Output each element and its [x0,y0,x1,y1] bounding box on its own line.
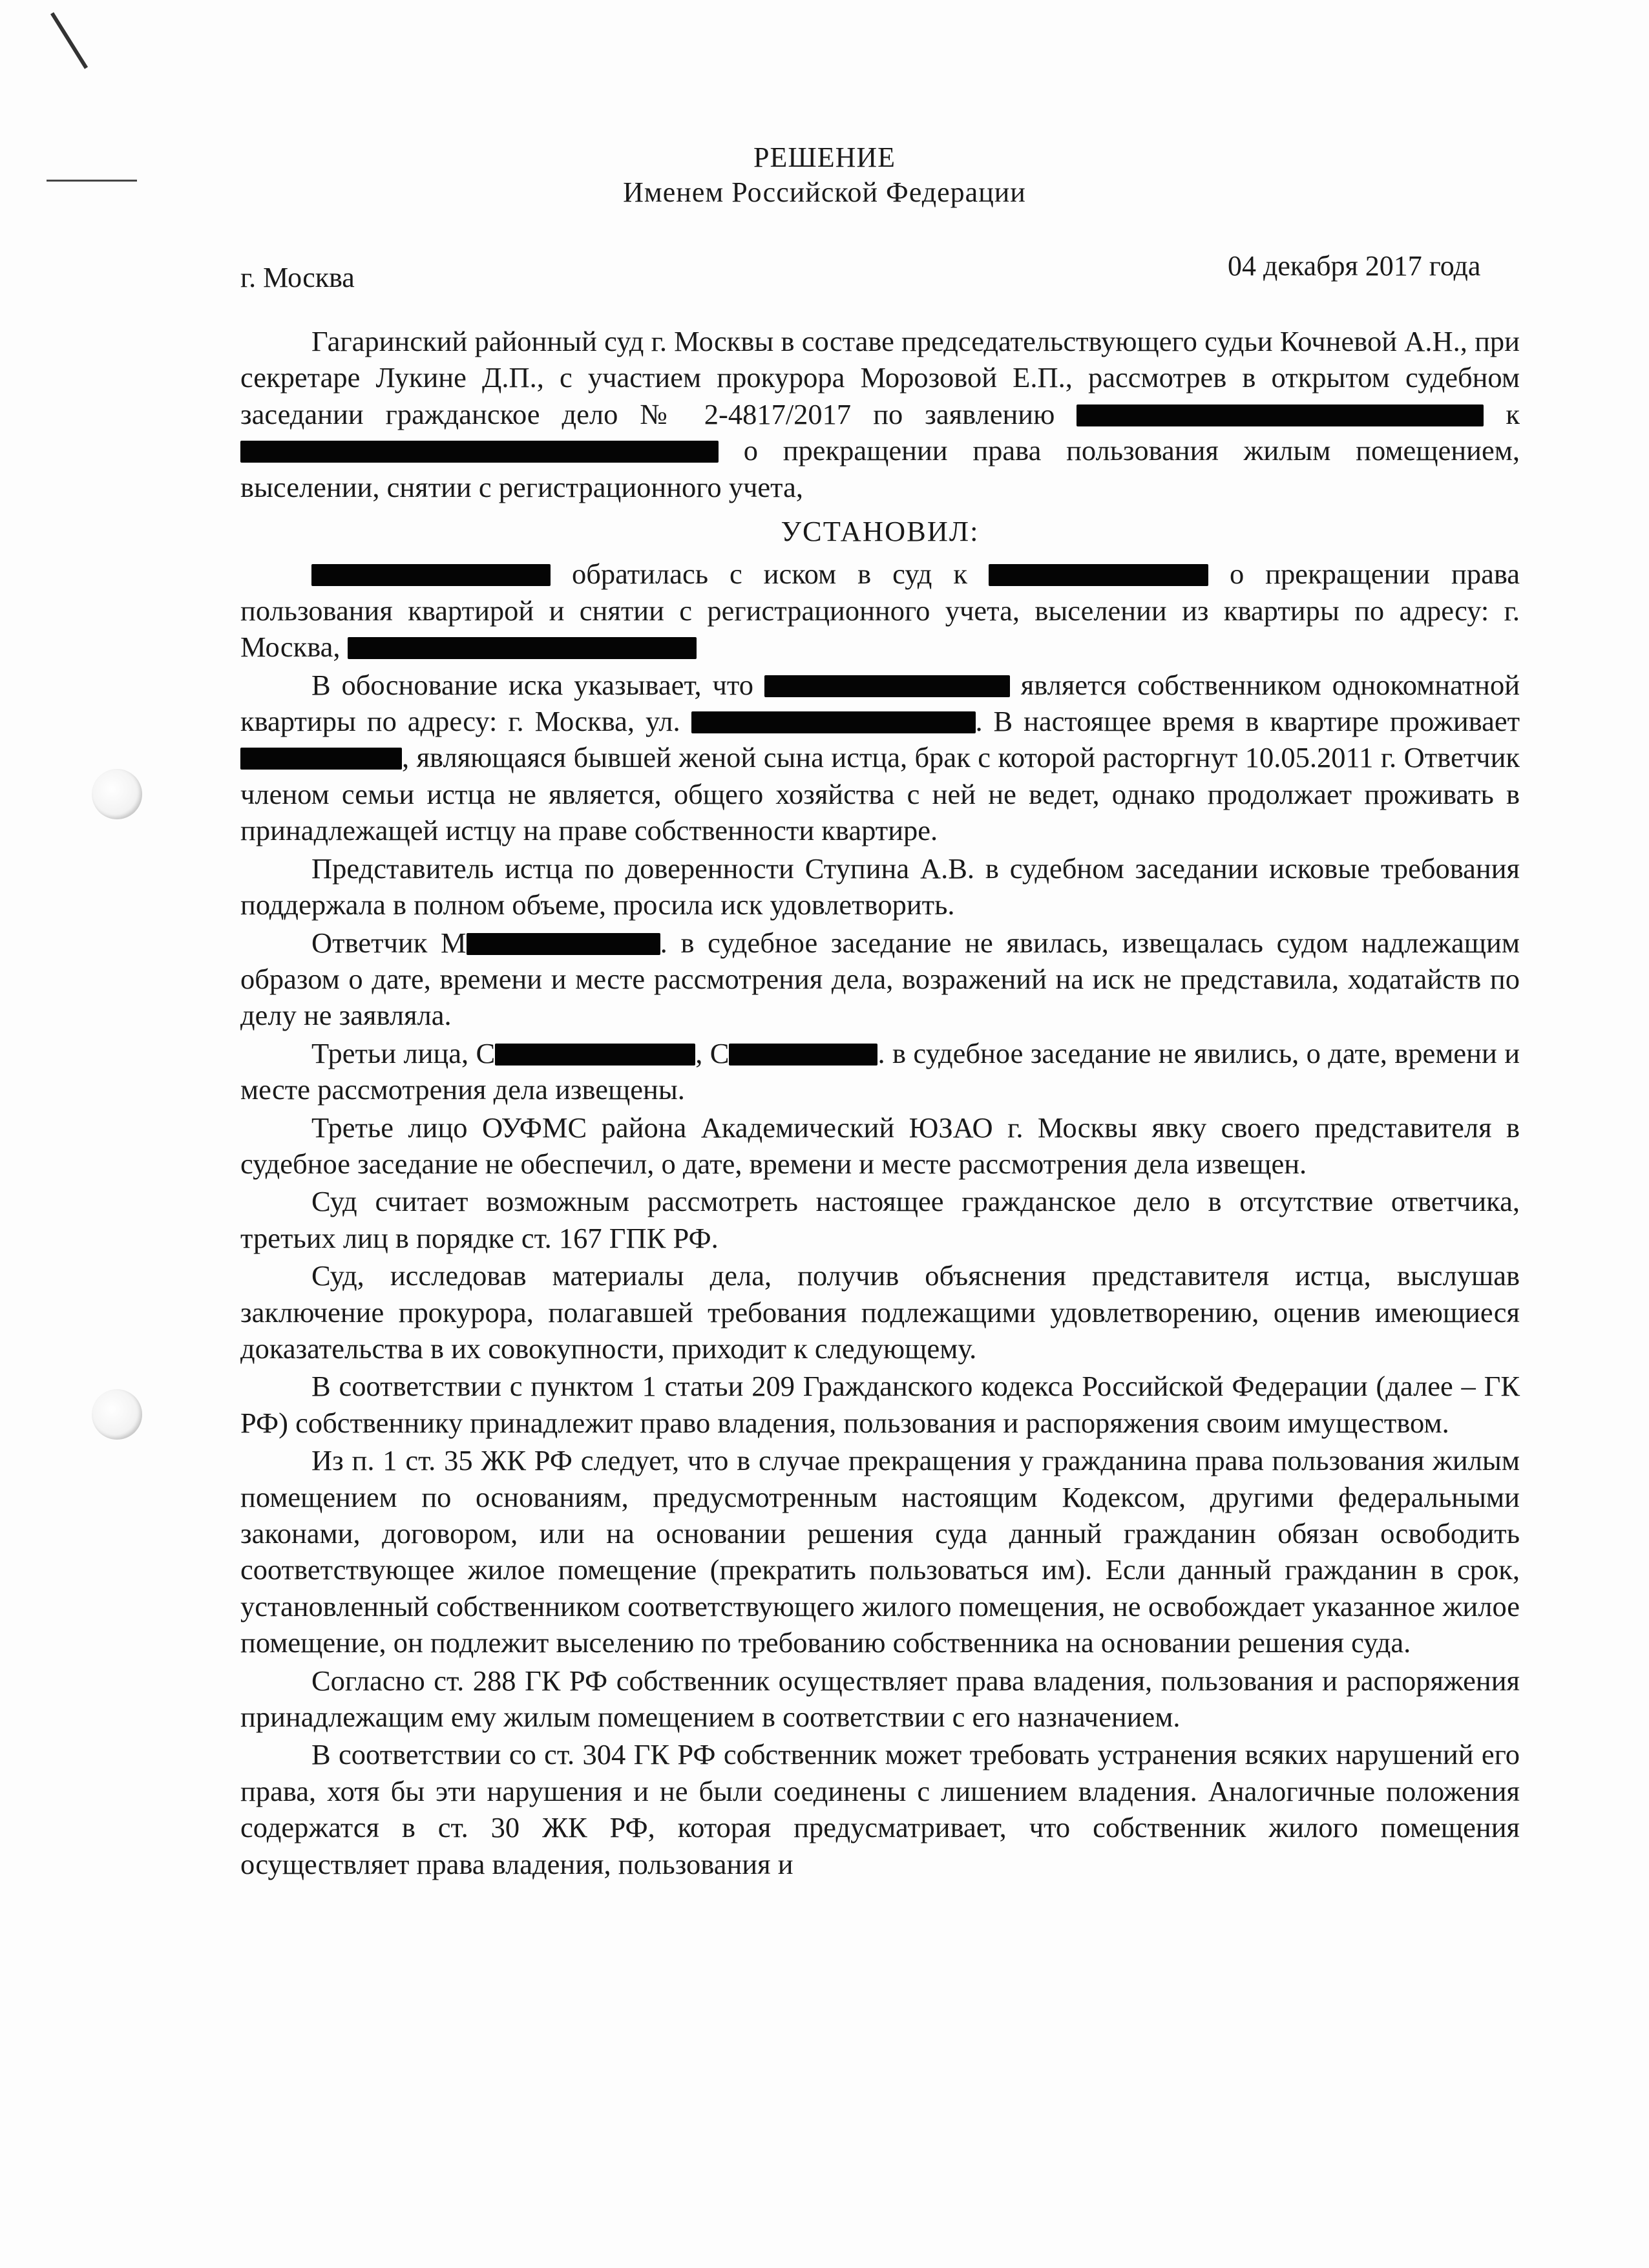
document-body [240,323,1520,1884]
redaction-box [1077,404,1484,426]
paragraph: Гагаринский районный суд г. Москвы в составе председательствующего судьи Кочневой А.Н., при секретаре Лукине Д.П., с участием прокурора Морозовой Е.П., рассмотрев в открытом судебном заседании гражданское дело № 2-4817/2017 по заявлению к о прекращении права пользования жилым помещением, выселении, снятии с регистрационного учета, [240,325,1520,503]
redaction-box [311,564,551,586]
paragraph: В соответствии со ст. 304 ГК РФ собственник может требовать устранения всяких нарушений его права, хотя бы эти нарушения и не были соединены с лишением владения. Аналогичные положения содержатся в ст. 30 ЖК РФ, которая предусматривает, что собственник жилого помещения осуществляет права владения, пользования и [240,1738,1520,1880]
paragraph: Третье лицо ОУФМС района Академический ЮЗАО г. Москвы явку своего представителя в судебное заседание не обеспечил, о дате, времени и месте рассмотрения дела извещен. [240,1111,1520,1180]
redaction-box [348,637,697,659]
punch-hole [92,769,142,819]
paragraph: Суд считает возможным рассмотреть настоящее гражданское дело в отсутствие ответчика, третьих лиц в порядке ст. 167 ГПК РФ. [240,1185,1520,1254]
document-title: РЕШЕНИЕ [753,142,896,173]
redaction-box [240,441,719,463]
document-subtitle: Именем Российской Федерации [623,176,1026,208]
redaction-box [989,564,1208,586]
paragraph: Согласно ст. 288 ГК РФ собственник осуществляет права владения, пользования и распоряжения принадлежащим ему жилым помещением в соответствии с его назначением. [240,1664,1520,1734]
redaction-box [691,711,976,733]
document-date: 04 декабря 2017 года [1228,250,1481,282]
paragraph: Суд, исследовав материалы дела, получив объяснения представителя истца, выслушав заключение прокурора, полагавшей требования подлежащими удовлетворению, оценив имеющиеся доказательства в их совокупности, приходит к следующему. [240,1259,1520,1365]
paragraph: В соответствии с пунктом 1 статьи 209 Гражданского кодекса Российской Федерации (далее – ГК РФ) собственнику принадлежит право владения, пользования и распоряжения своим имуществом. [240,1370,1520,1439]
paragraph: Ответчик М . в судебное заседание не явилась, извещалась судом надлежащим образом о дате, времени и месте рассмотрения дела, возражений на иск не представила, ходатайств по делу не заявляла. [240,926,1520,1032]
redaction-box [240,748,402,770]
paragraph: обратилась с иском в суд к о прекращении права пользования квартирой и снятии с регистрационного учета, выселении из квартиры по адресу: г. Москва, [240,558,1520,664]
redaction-box [467,933,660,955]
paragraph: Третьи лица, С , С . в судебное заседание не явились, о дате, времени и месте рассмотрения дела извещены. [240,1036,1520,1106]
redaction-box [495,1044,695,1066]
punch-hole [92,1389,142,1440]
section-heading: УСТАНОВИЛ: [781,515,980,548]
paragraph: Представитель истца по доверенности Ступина А.В. в судебном заседании исковые требования поддержала в полном объеме, просила иск удовлетворить. [240,852,1520,921]
redaction-box [764,675,1010,697]
paragraph: Из п. 1 ст. 35 ЖК РФ следует, что в случае прекращения у гражданина права пользования жилым помещением по основаниям, предусмотренным настоящим Кодексом, другими федеральными законами, договором, или на основании решения суда данный гражданин обязан освободить соответствующее жилое помещение (прекратить пользоваться им). Если данный гражданин в срок, установленный собственником соответствующего жилого помещения, не освобождает указанное жилое помещение, он подлежит выселению по требованию собственника на основании решения суда. [240,1444,1520,1659]
document-city: г. Москва [240,262,355,293]
redaction-box [729,1044,877,1066]
paragraph: В обоснование иска указывает, что является собственником однокомнатной квартиры по адресу: г. Москва, ул. . В настоящее время в квартире проживает , являющаяся бывшей женой сына истца, брак с которой расторгнут 10.05.2011 г. Ответчик членом семьи истца не является, общего хозяйства с ней не ведет, однако продолжает проживать в принадлежащей истцу на праве собственности квартире. [240,668,1520,847]
pen-stroke-mark [50,12,88,69]
